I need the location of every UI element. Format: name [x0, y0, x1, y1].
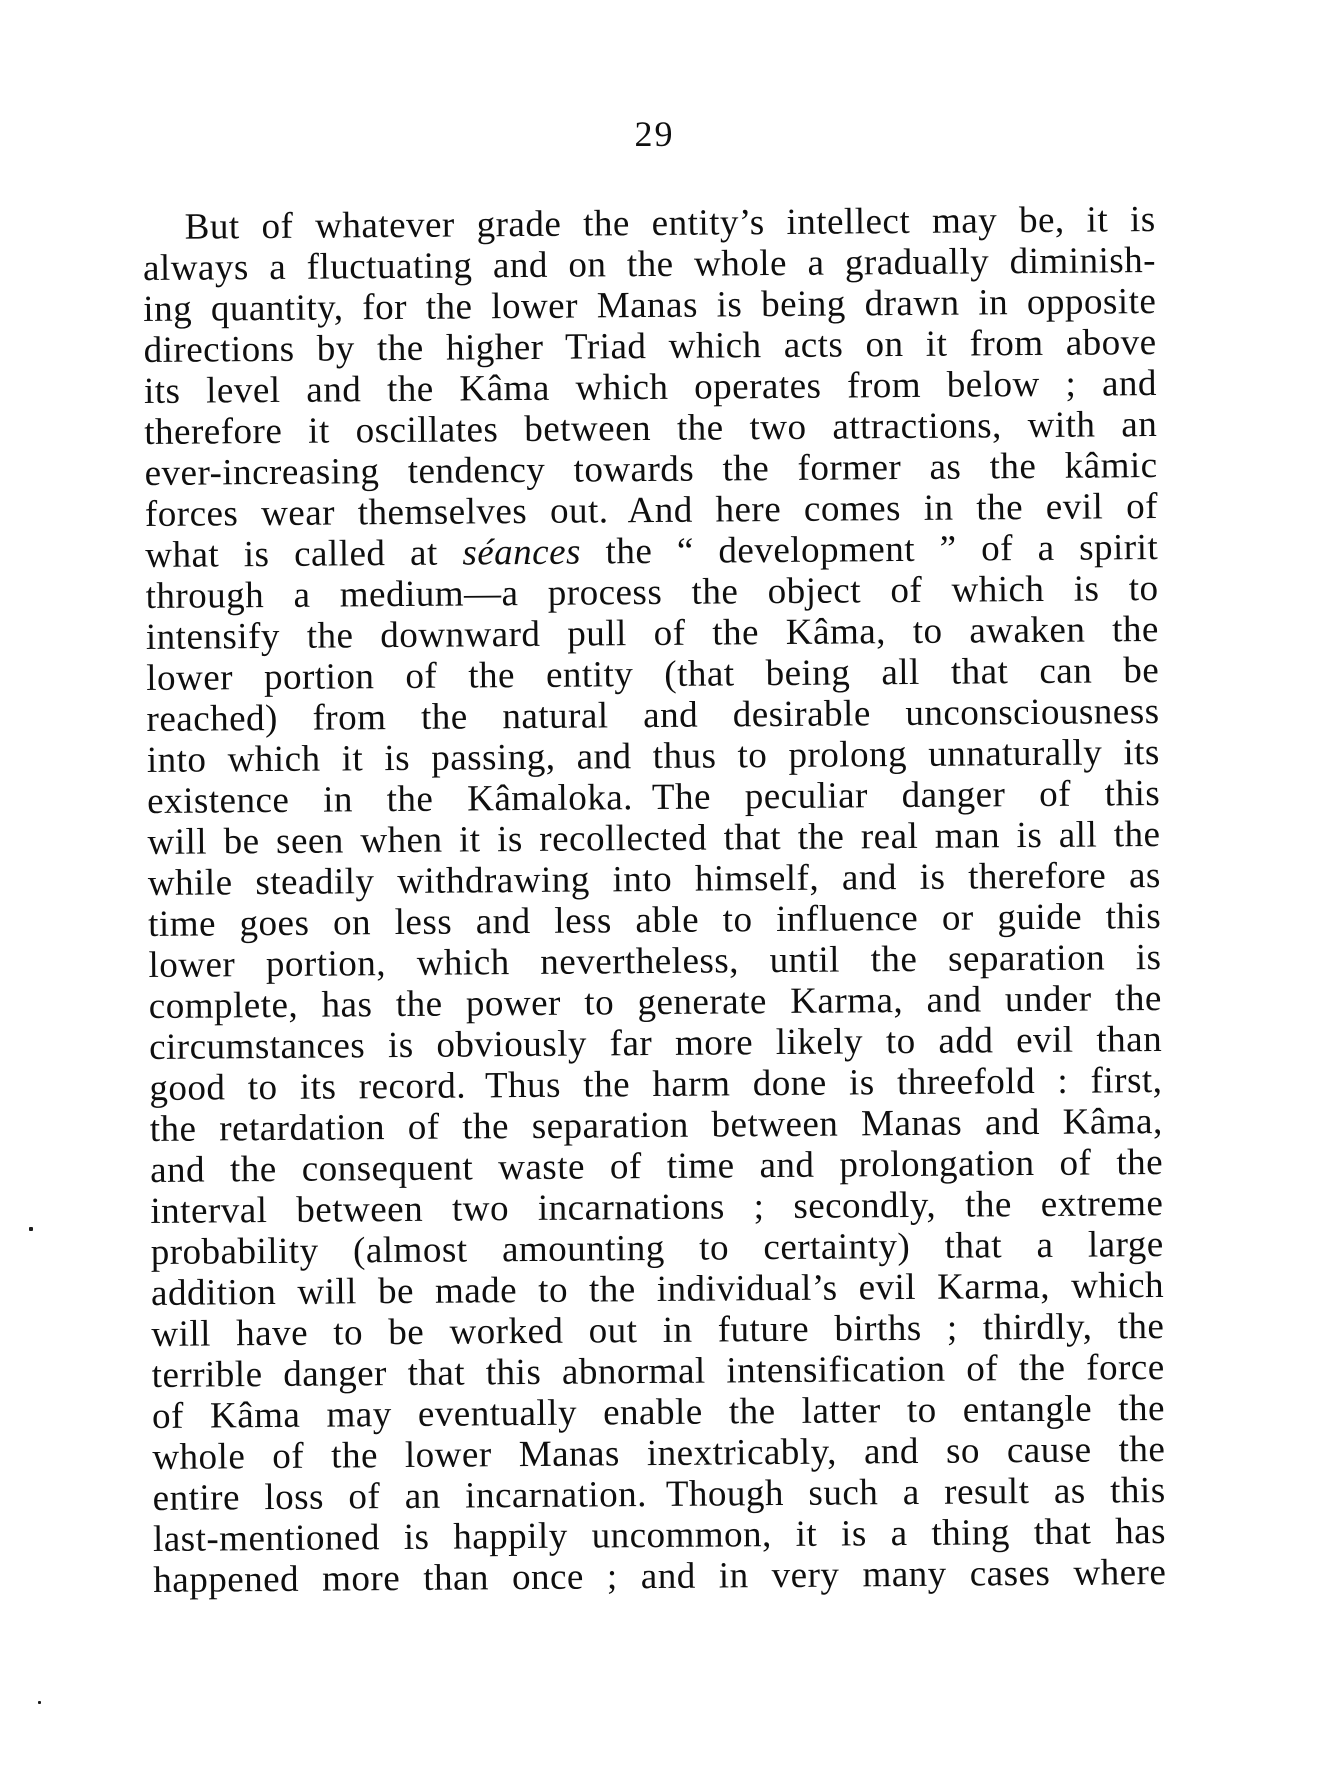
paragraph-text [143, 199, 1167, 1601]
text-segment: forces wear themselves out. And here comes in the evil of [144, 486, 1159, 535]
text-segment: existence in the Kâmaloka. The peculiar danger of this [147, 773, 1161, 822]
text-segment: the “ development ” of a spirit [580, 527, 1159, 573]
scan-speck [38, 1701, 41, 1704]
text-segment: and the consequent waste of time and prolongation of the [149, 1142, 1164, 1191]
text-segment: what is called at [145, 532, 463, 576]
text-segment: through a medium—a process the object of which is to [145, 568, 1159, 617]
text-segment: lower portion, which nevertheless, until the separation is [148, 937, 1162, 986]
text-segment: into which it is passing, and thus to prolong unnaturally its [146, 732, 1161, 781]
text-segment: of Kâma may eventually enable the latter to entangle the [151, 1388, 1166, 1437]
text-segment: ever-increasing tendency towards the former as the kâmic [144, 445, 1158, 494]
text-segment: probability (almost amounting to certainty) that a large [150, 1224, 1164, 1273]
scan-speck [29, 1227, 33, 1231]
text-segment: its level and the Kâma which operates from below ; and [143, 363, 1158, 412]
italic-word: séances [462, 531, 582, 574]
text-segment: interval between two incarnations ; secondly, the extreme [150, 1183, 1164, 1232]
text-segment: will be seen when it is recollected that the real man is all the [147, 814, 1161, 863]
text-segment: always a fluctuating and on the whole a gradually diminish- [142, 240, 1157, 289]
text-line [153, 1552, 1166, 1601]
text-segment: entire loss of an incarnation. Though such a result as this [152, 1470, 1166, 1519]
text-segment: good to its record. Thus the harm done is threefold : first, [149, 1060, 1163, 1109]
text-segment: last-mentioned is happily uncommon, it is a thing that has [152, 1511, 1167, 1560]
text-segment: time goes on less and less able to influence or guide this [148, 896, 1162, 945]
text-segment: whole of the lower Manas inextricably, and so cause the [152, 1429, 1166, 1478]
text-segment: circumstances is obviously far more likely to add evil than [148, 1019, 1163, 1068]
text-segment: addition will be made to the individual’s evil Karma, which [150, 1265, 1165, 1314]
text-segment: directions by the higher Triad which acts on it from above [143, 322, 1157, 371]
text-segment: But of whatever grade the entity’s intellect may be, it is [184, 199, 1156, 248]
text-segment: reached) from the natural and desirable unconsciousness [146, 691, 1160, 740]
text-segment: will have to be worked out in future births ; thirdly, the [151, 1306, 1165, 1355]
text-segment: lower portion of the entity (that being all that can be [146, 650, 1160, 699]
page-number: 29 [634, 114, 675, 154]
text-segment: ing quantity, for the lower Manas is being drawn in opposite [143, 281, 1157, 330]
text-segment: happened more than once ; and in very many cases where [153, 1552, 1167, 1601]
text-segment: complete, has the power to generate Karma, and under the [148, 978, 1162, 1027]
text-segment: therefore it oscillates between the two attractions, with an [144, 404, 1158, 453]
text-segment: the retardation of the separation between Manas and Kâma, [149, 1101, 1163, 1150]
text-segment: while steadily withdrawing into himself, and is therefore as [147, 855, 1161, 904]
text-segment: terrible danger that this abnormal intensification of the force [151, 1347, 1165, 1396]
text-segment: intensify the downward pull of the Kâma, to awaken the [145, 609, 1160, 658]
